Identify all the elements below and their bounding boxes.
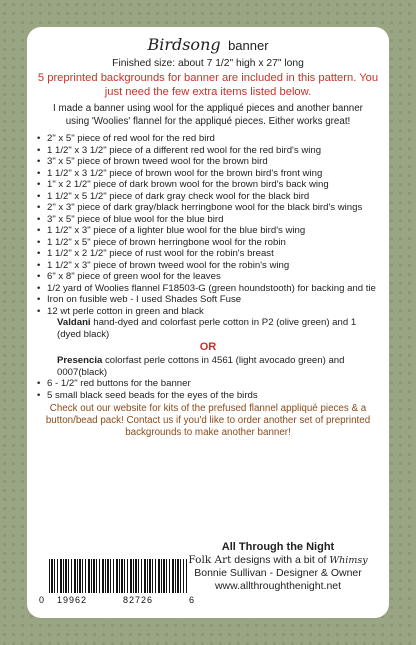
list-item: • 3" x 5" piece of brown tweed wool for the brown bird (37, 156, 381, 168)
list-item: • 2" x 3" piece of dark gray/black herringbone wool for the black bird's wings (37, 202, 381, 214)
intro-text: I made a banner using wool for the appliqué pieces and another banner using 'Woolies' flannel for the appliqué pieces. Either works great! (53, 103, 363, 127)
website-link[interactable]: www.allthroughthenight.net (214, 580, 342, 592)
valdani-brand: Valdani (57, 317, 91, 328)
list-item: • 1 1/2" x 3" piece of brown tweed wool for the robin's wing (37, 260, 381, 272)
list-item: • 1 1/2" x 3" piece of a lighter blue wool for the blue bird's wing (37, 225, 381, 237)
list-item: • 1" x 2 1/2" piece of dark brown wool for the brown bird's back wing (37, 179, 381, 191)
backgrounds-note: 5 preprinted backgrounds for banner are included in this pattern. You just need the few extra items listed below. (37, 72, 379, 98)
presencia-brand: Presencia (57, 355, 103, 366)
list-item: • 6 - 1/2" red buttons for the banner (37, 378, 381, 390)
company-name: All Through the Night (221, 541, 335, 553)
list-item: • 6" x 8" piece of green wool for the leaves (37, 271, 381, 283)
list-item: • 3" x 5" piece of blue wool for the blue bird (37, 214, 381, 226)
presencia-text: colorfast perle cottons in 4561 (light avocado green) and 0007(black) (57, 355, 345, 378)
list-item: • 5 small black seed beads for the eyes of the birds (37, 390, 381, 402)
list-item: • 1 1/2" x 3 1/2" piece of brown wool for the brown bird's front wing (37, 168, 381, 180)
barcode (39, 559, 199, 605)
tagline-mid: designs with a bit of (231, 554, 330, 566)
barcode-digits-2: 82726 (123, 595, 154, 605)
list-item: • Iron on fusible web - I used Shades Soft Fuse (37, 294, 381, 306)
website-note: Check out our website for kits of the prefused flannel appliqué pieces & a button/bead pack! Contact us if you'd like to order another set of preprinted backgrounds to make another banner! (45, 403, 371, 438)
list-item: • 12 wt perle cotton in green and black (37, 306, 381, 318)
list-item: • 2" x 5" piece of red wool for the red bird (37, 133, 381, 145)
finished-size: Finished size: about 7 1/2" high x 27" long (112, 58, 304, 69)
list-item: • 1 1/2" x 5" piece of brown herringbone wool for the robin (37, 237, 381, 249)
title-main: Birdsong (147, 35, 221, 54)
materials-list (35, 133, 381, 317)
or-label: OR (199, 341, 217, 353)
list-item: • 1 1/2" x 3 1/2" piece of a different red wool for the red bird's wing (37, 145, 381, 157)
valdani-option (35, 317, 381, 340)
designer: Bonnie Sullivan - Designer & Owner (194, 567, 362, 579)
pattern-card (27, 27, 389, 618)
barcode-digits-1: 19962 (57, 595, 88, 605)
barcode-digit-left: 0 (39, 595, 45, 605)
barcode-bars (49, 559, 187, 593)
barcode-digit-right: 6 (189, 595, 195, 605)
list-item: • 1 1/2" x 2 1/2" piece of rust wool for the robin's breast (37, 248, 381, 260)
list-item: • 1 1/2" x 5 1/2" piece of dark gray check wool for the black bird (37, 191, 381, 203)
title (35, 36, 381, 55)
valdani-text: hand-dyed and colorfast perle cotton in P2 (olive green) and 1 (dyed black) (57, 317, 357, 340)
materials-list-2 (35, 378, 381, 401)
title-sub: banner (228, 38, 269, 53)
presencia-option (35, 355, 381, 378)
tagline-whimsy: Whimsy (329, 555, 368, 566)
tagline-folk: Folk Art (188, 554, 232, 566)
list-item: • 1/2 yard of Woolies flannel F18503-G (green houndstooth) for backing and tie (37, 283, 381, 295)
